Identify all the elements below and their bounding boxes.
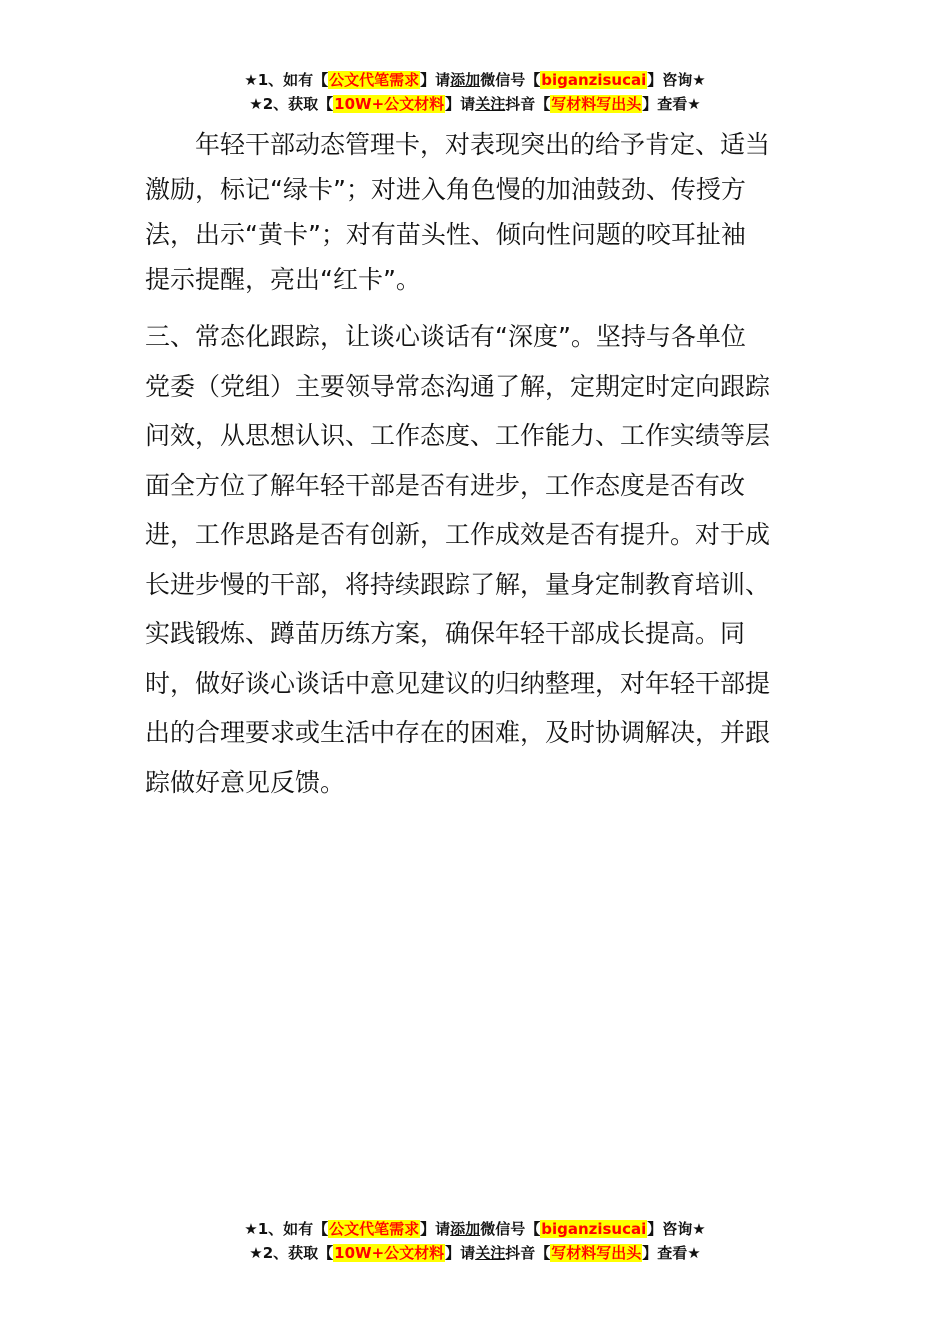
star-icon: ★ (692, 1220, 706, 1238)
star-icon: ★ (687, 95, 701, 113)
footer-text: 】请 (445, 1244, 476, 1262)
footer-text: 】请 (420, 1220, 451, 1238)
footer-text: 1、如有【 (257, 1220, 329, 1238)
paragraph-row: 面全方位了解年轻干部是否有进步，工作态度是否有改 (145, 470, 746, 500)
star-icon: ★ (249, 95, 263, 113)
star-icon: ★ (692, 71, 706, 89)
paragraph-row: 实践锻炼、蹲苗历练方案，确保年轻干部成长提高。同 (145, 619, 746, 648)
highlight-douyin: 写材料写出头 (551, 95, 642, 113)
star-icon: ★ (244, 1220, 258, 1238)
paragraph-row: 党委（党组）主要领导常态沟通了解，定期定时定向跟踪 (145, 371, 771, 401)
footer-text: 抖音【 (505, 1244, 551, 1262)
header-line-2 (0, 92, 950, 116)
header-text: 微信号【 (480, 71, 541, 89)
paragraph-row: 进，工作思路是否有创新，工作成效是否有提升。对于成 (145, 520, 771, 549)
footer-line-1 (0, 1217, 950, 1241)
header-banner (0, 68, 950, 116)
header-text: 抖音【 (505, 95, 551, 113)
underlined-text: 添加 (450, 1220, 481, 1238)
paragraph-row: 长进步慢的干部，将持续跟踪了解，量身定制教育培训、 (145, 569, 771, 599)
footer-line-2 (0, 1241, 950, 1265)
underlined-text: 关注 (475, 1244, 506, 1262)
footer-text: 微信号【 (480, 1220, 541, 1238)
highlight-wechat-id: biganzisucai (541, 71, 647, 89)
highlight-materials: 10W+公文材料 (334, 95, 445, 113)
header-text: 】查看 (642, 95, 688, 113)
paragraph-row: 激励，标记“绿卡”；对进入角色慢的加油鼓劲、传授方 (145, 175, 746, 204)
underlined-text: 添加 (450, 71, 481, 89)
highlight-service: 公文代笔需求 (329, 71, 420, 89)
highlight-douyin: 写材料写出头 (551, 1244, 642, 1262)
header-text: 1、如有【 (257, 71, 329, 89)
paragraph-row: 出的合理要求或生活中存在的困难，及时协调解决，并跟 (145, 718, 771, 747)
paragraph-row: 年轻干部动态管理卡，对表现突出的给予肯定、适当 (195, 130, 771, 159)
paragraph-1 (145, 122, 807, 302)
paragraph-row: 时，做好谈心谈话中意见建议的归纳整理，对年轻干部提 (145, 668, 771, 698)
footer-text: 】查看 (642, 1244, 688, 1262)
star-icon: ★ (687, 1244, 701, 1262)
paragraph-row: 法，出示“黄卡”；对有苗头性、倾向性问题的咬耳扯袖 (145, 220, 746, 249)
highlight-service: 公文代笔需求 (329, 1220, 420, 1238)
star-icon: ★ (244, 71, 258, 89)
paragraph-row: 三、常态化跟踪，让谈心谈话有“深度”。坚持与各单位 (145, 322, 746, 351)
header-line-1 (0, 68, 950, 92)
footer-text: 】咨询 (647, 1220, 693, 1238)
header-text: 】咨询 (647, 71, 693, 89)
underlined-text: 关注 (475, 95, 506, 113)
star-icon: ★ (249, 1244, 263, 1262)
highlight-wechat-id: biganzisucai (541, 1220, 647, 1238)
paragraph-row: 提示提醒，亮出“红卡”。 (145, 265, 421, 294)
highlight-materials: 10W+公文材料 (334, 1244, 445, 1262)
header-text: 2、获取【 (262, 95, 334, 113)
paragraph-row: 踪做好意见反馈。 (145, 767, 346, 797)
header-text: 】请 (445, 95, 476, 113)
paragraph-row: 问效，从思想认识、工作态度、工作能力、工作实绩等层 (145, 421, 771, 450)
footer-banner (0, 1217, 950, 1265)
footer-text: 2、获取【 (262, 1244, 334, 1262)
paragraph-2 (145, 312, 807, 807)
header-text: 】请 (420, 71, 451, 89)
